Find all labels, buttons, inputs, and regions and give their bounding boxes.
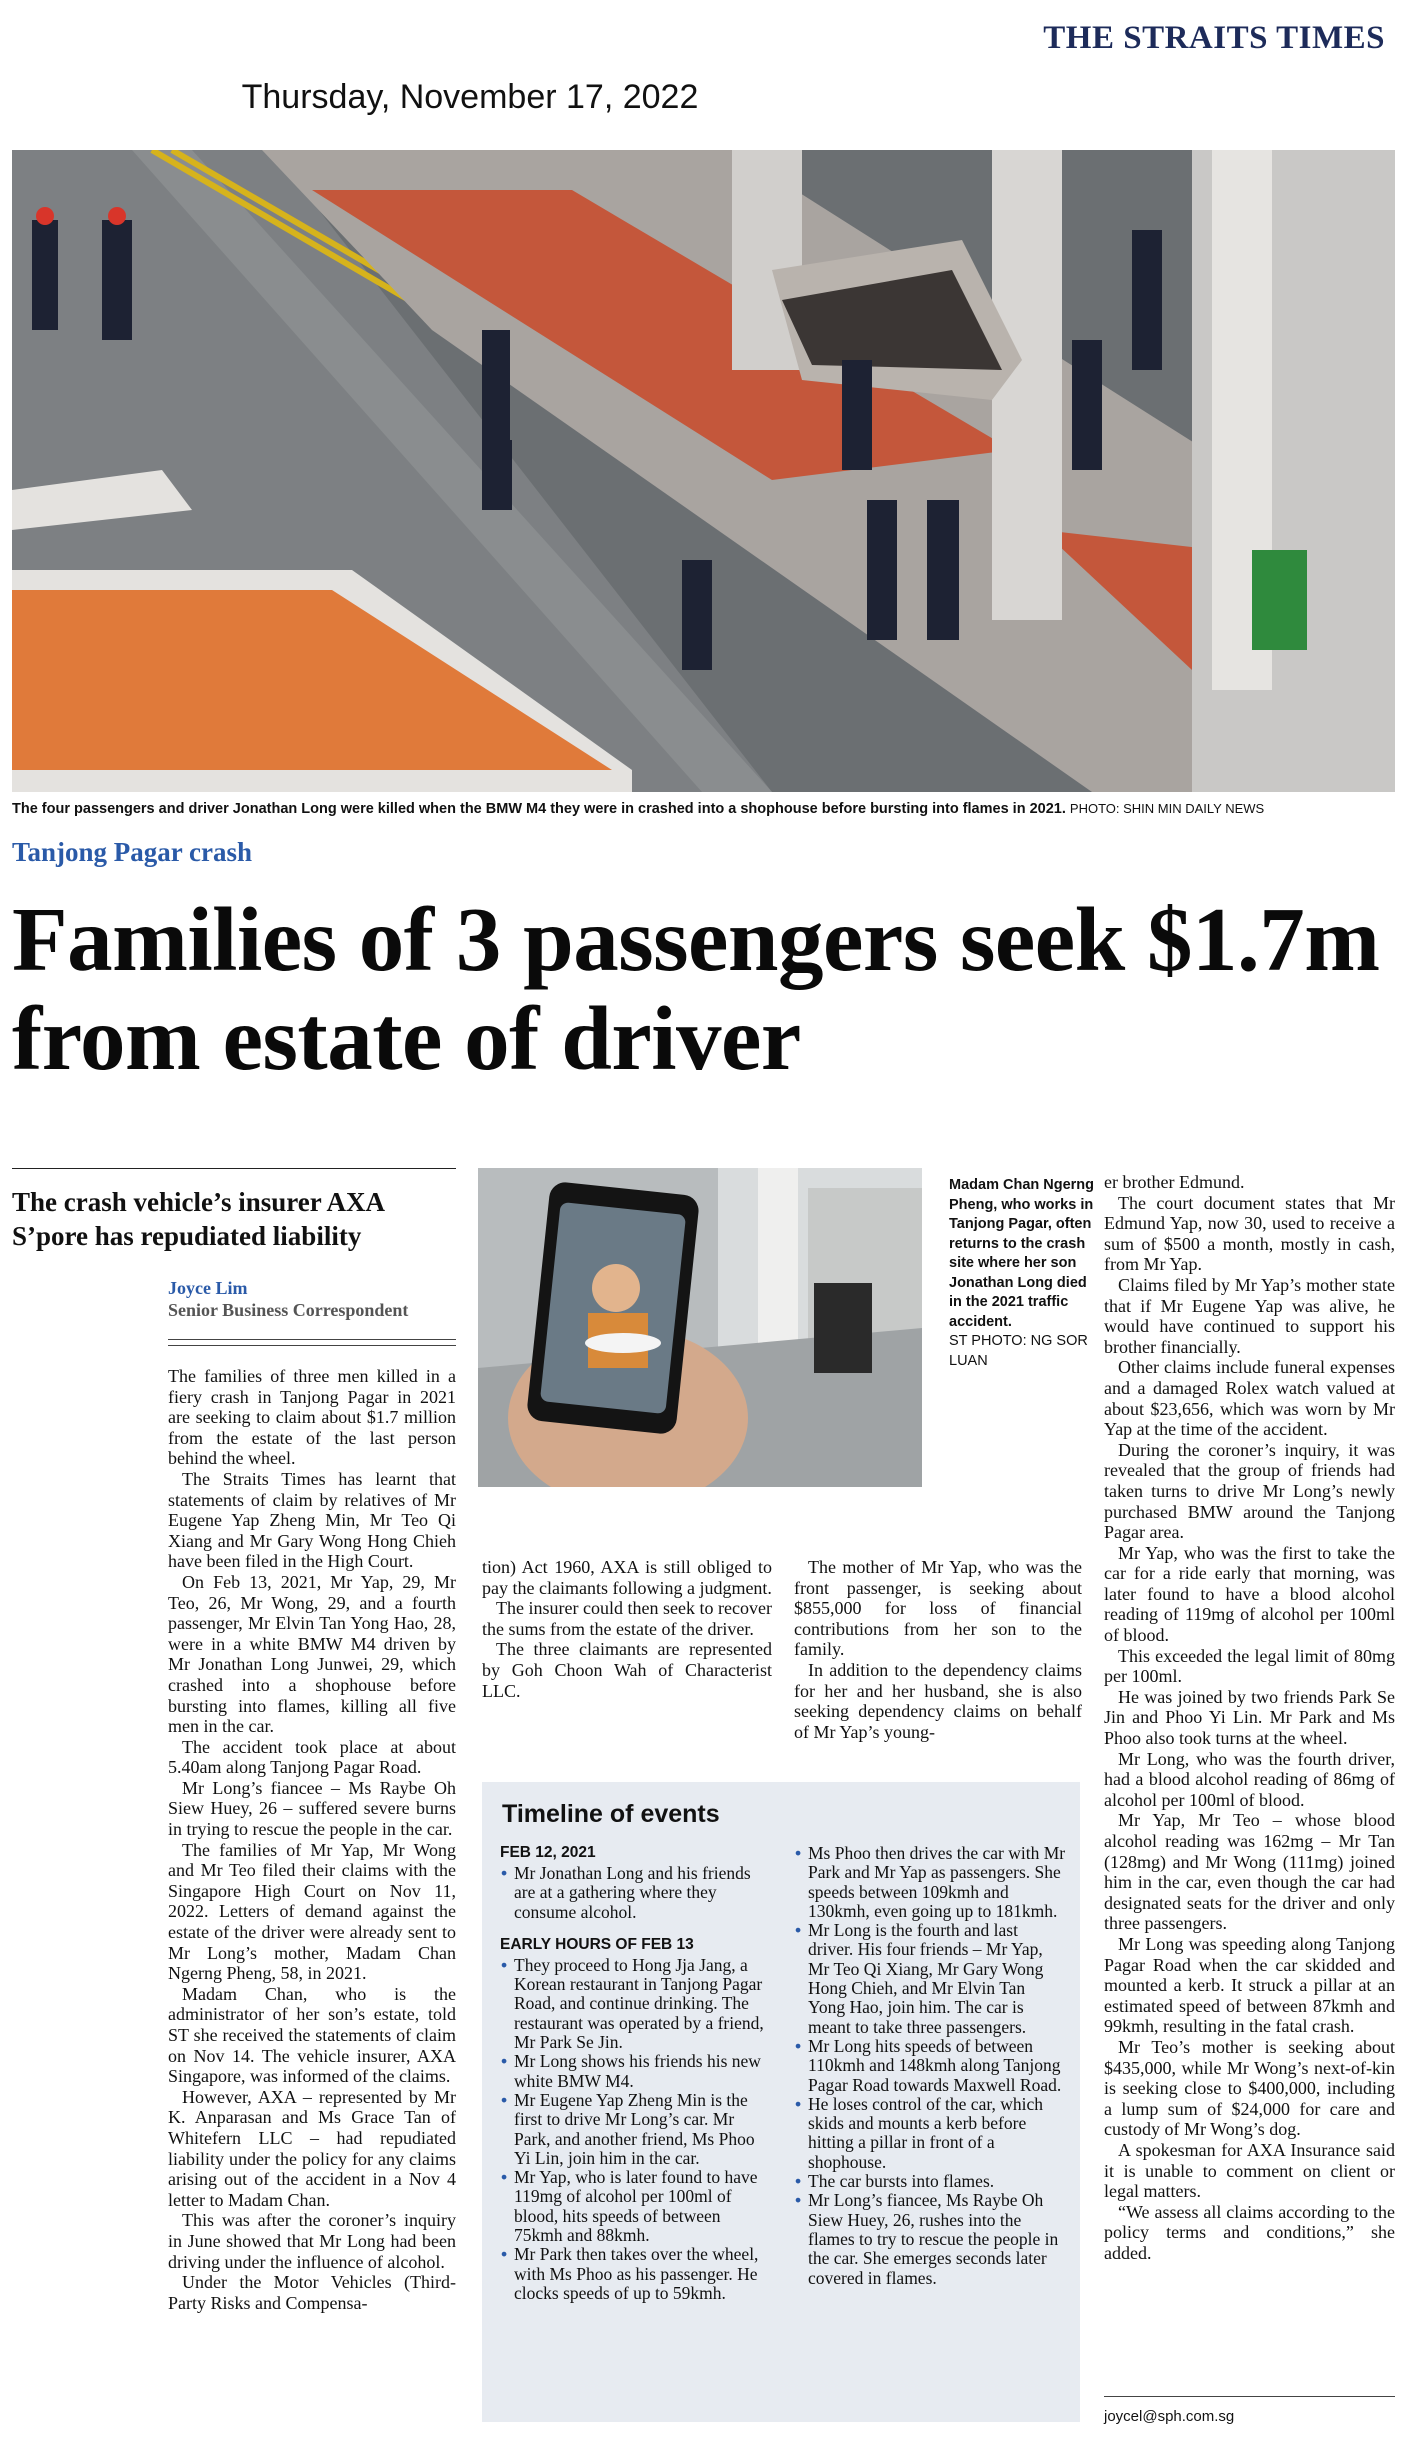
photo-caption-text: The four passengers and driver Jonathan Long were killed when the BMW M4 they were in crashed into a shophouse before bursting into flames in 2021.: [12, 801, 1066, 817]
photo-credit: PHOTO: SHIN MIN DAILY NEWS: [1069, 801, 1265, 816]
timeline-date: FEB 12, 2021: [500, 1844, 596, 1861]
paragraph: On Feb 13, 2021, Mr Yap, 29, Mr Teo, 26, Mr Wong, 29, and a fourth passenger, Mr Elvin Tan Yong Hao, 28, were in a white BMW M4 driven by Mr Jonathan Long Junwei, 29, which crashed into a shophouse before bursting into flames, killing all five men in the car.: [168, 1571, 456, 1737]
paragraph: Mr Long, who was the fourth driver, had a blood alcohol reading of 86mg of alcohol per 100ml of blood.: [1104, 1748, 1395, 1810]
timeline-item: • He loses control of the car, which skids and mounts a kerb before hitting a pillar in front of a shophouse.: [794, 2095, 1066, 2172]
byline-name: Joyce Lim: [168, 1278, 248, 1298]
paragraph: Mr Long’s fiancee – Ms Raybe Oh Siew Huey, 26 – suffered severe burns in trying to rescue the people in the car.: [168, 1777, 456, 1840]
paragraph: Claims filed by Mr Yap’s mother state that if Mr Eugene Yap was alive, he would have continued to support his brother financially.: [1104, 1274, 1395, 1357]
timeline-item: • Ms Phoo then drives the car with Mr Park and Mr Yap as passengers. She speeds between 109kmh and 130kmh, even going up to 181kmh.: [794, 1844, 1066, 1921]
masthead: THE STRAITS TIMES: [1043, 20, 1385, 56]
timeline-item: • Mr Long hits speeds of between 110kmh and 148kmh along Tanjong Pagar Road towards Maxwell Road.: [794, 2037, 1066, 2095]
paragraph: The accident took place at about 5.40am along Tanjong Pagar Road.: [168, 1736, 456, 1778]
timeline-item: • The car bursts into flames.: [794, 2172, 1066, 2191]
paragraph: Mr Long was speeding along Tanjong Pagar Road when the car skidded and mounted a kerb. It struck a pillar at an estimated speed of between 87kmh and 99kmh, resulting in the fatal crash.: [1104, 1933, 1395, 2037]
kicker: Tanjong Pagar crash: [12, 837, 253, 867]
paragraph: “We assess all claims according to the policy terms and conditions,” she added.: [1104, 2201, 1395, 2263]
timeline-item: • They proceed to Hong Jja Jang, a Korean restaurant in Tanjong Pagar Road, and continue drinking. The restaurant was operated by a friend, Mr Park Se Jin.: [500, 1956, 772, 2052]
paragraph: During the coroner’s inquiry, it was revealed that the group of friends had taken turns to drive Mr Long’s newly purchased BMW around the Tanjong Pagar area.: [1104, 1439, 1395, 1543]
deck-text: The crash vehicle’s insurer AXA S’pore has repudiated liability: [12, 1187, 384, 1251]
paragraph: Mr Yap, who was the first to take the car for a ride early that morning, was later found to have a blood alcohol reading of 119mg of alcohol per 100ml of blood.: [1104, 1542, 1395, 1646]
paragraph: The families of Mr Yap, Mr Wong and Mr Teo filed their claims with the Singapore High Court on Nov 11, 2022. Letters of demand against the estate of the driver were already sent to Mr Long’s mother, Madam Chan Ngerng Pheng, 58, in 2021.: [168, 1839, 456, 1984]
timeline-right-column: [794, 1844, 1066, 2303]
timeline-item: • Mr Park then takes over the wheel, with Ms Phoo as his passenger. He clocks speeds of up to 59kmh.: [500, 2245, 772, 2303]
mother-holding-phone-photo: [478, 1168, 922, 1487]
article-column-4: [1104, 1172, 1395, 2263]
author-email: joycel@sph.com.sg: [1104, 2408, 1235, 2425]
paragraph: Mr Teo’s mother is seeking about $435,000, while Mr Wong’s next-of-kin is seeking close to $400,000, including a lump sum of $24,000 for care and custody of Mr Wong’s dog.: [1104, 2036, 1395, 2140]
photo2-caption-text: Madam Chan Ngerng Pheng, who works in Tanjong Pagar, often returns to the crash site where her son Jonathan Long died in the 2021 traffic accident.: [949, 1177, 1095, 1330]
photo2-caption: [949, 1176, 1099, 1371]
timeline-left-column: [500, 1844, 772, 2303]
timeline-item: • Mr Eugene Yap Zheng Min is the first to drive Mr Long’s car. Mr Park, and another friend, Ms Phoo Yi Lin, join him in the car.: [500, 2091, 772, 2168]
timeline-box: [482, 1782, 1080, 2422]
paragraph: Other claims include funeral expenses and a damaged Rolex watch valued at about $23,656, which was worn by Mr Yap at the time of the accident.: [1104, 1357, 1395, 1440]
paragraph: Under the Motor Vehicles (Third-Party Risks and Compensa-: [168, 2272, 456, 2313]
paragraph: In addition to the dependency claims for her and her husband, she is also seeking dependency claims on behalf of Mr Yap’s young-: [794, 1659, 1082, 1742]
paragraph: He was joined by two friends Park Se Jin and Phoo Yi Lin. Mr Park and Ms Phoo also took turns at the wheel.: [1104, 1686, 1395, 1749]
paragraph: A spokesman for AXA Insurance said it is unable to comment on client or legal matters.: [1104, 2139, 1395, 2202]
paragraph: This exceeded the legal limit of 80mg per 100ml.: [1104, 1645, 1395, 1687]
byline-title: Senior Business Correspondent: [168, 1300, 409, 1320]
paragraph: The three claimants are represented by Goh Choon Wah of Characterist LLC.: [482, 1639, 772, 1701]
paragraph: Mr Yap, Mr Teo – whose blood alcohol reading was 162mg – Mr Tan (128mg) and Mr Wong (111mg) joined him in the car, even though the car had designated seats for the driver and only three passengers.: [1104, 1810, 1395, 1934]
paragraph: This was after the coroner’s inquiry in June showed that Mr Long had been driving under the influence of alcohol.: [168, 2210, 456, 2272]
publication-date: Thursday, November 17, 2022: [241, 78, 699, 116]
deck: [12, 1168, 456, 1253]
paragraph: The Straits Times has learnt that statements of claim by relatives of Mr Eugene Yap Zheng Min, Mr Teo Qi Xiang and Mr Gary Wong Hong Chieh have been filed in the High Court.: [168, 1468, 456, 1572]
timeline-item: • Mr Long shows his friends his new white BMW M4.: [500, 2052, 772, 2091]
paragraph: The court document states that Mr Edmund Yap, now 30, used to receive a sum of $500 a month, mostly in cash, from Mr Yap.: [1104, 1192, 1395, 1275]
timeline-item: • Mr Long’s fiancee, Ms Raybe Oh Siew Huey, 26, rushes into the flames to try to rescue the people in the car. She emerges seconds later covered in flames.: [794, 2191, 1066, 2287]
byline: [168, 1277, 458, 1321]
photo-caption: [12, 800, 1395, 818]
article-column-1: [168, 1366, 456, 2313]
paragraph: er brother Edmund.: [1104, 1172, 1245, 1192]
photo2-credit: ST PHOTO: NG SOR LUAN: [949, 1333, 1088, 1369]
paragraph: However, AXA – represented by Mr K. Anparasan and Ms Grace Tan of Whitefern LLC – had repudiated liability under the policy for any claims arising out of the accident in a Nov 4 letter to Madam Chan.: [168, 2086, 456, 2210]
email-rule: [1104, 2396, 1395, 2397]
crash-scene-photo: [12, 150, 1395, 792]
paragraph: Madam Chan, who is the administrator of her son’s estate, told ST she received the statements of claim on Nov 14. The vehicle insurer, AXA Singapore, was informed of the claims.: [168, 1983, 456, 2087]
paragraph: The mother of Mr Yap, who was the front passenger, is seeking about $855,000 for loss of financial contributions from her son to the family.: [794, 1557, 1082, 1660]
paragraph: The families of three men killed in a fiery crash in Tanjong Pagar in 2021 are seeking to claim about $1.7 million from the estate of the last person behind the wheel.: [168, 1366, 456, 1469]
headline: Families of 3 passengers seek $1.7m from estate of driver: [12, 889, 1380, 1089]
timeline-item: • Mr Jonathan Long and his friends are at a gathering where they consume alcohol.: [500, 1864, 772, 1922]
timeline-item: • Mr Long is the fourth and last driver. His four friends – Mr Yap, Mr Teo Qi Xiang, Mr Gary Wong Hong Chieh, and Mr Elvin Tan Yong Hao, join him. The car is meant to take three passengers.: [794, 1921, 1066, 2037]
article-column-3: [794, 1557, 1082, 1742]
timeline-title: Timeline of events: [502, 1800, 720, 1828]
paragraph: The insurer could then seek to recover the sums from the estate of the driver.: [482, 1598, 772, 1639]
paragraph: tion) Act 1960, AXA is still obliged to pay the claimants following a judgment.: [482, 1557, 772, 1598]
byline-rule: [168, 1339, 456, 1346]
article-column-2: [482, 1557, 772, 1701]
timeline-item: • Mr Yap, who is later found to have 119mg of alcohol per 100ml of blood, hits speeds of between 75kmh and 88kmh.: [500, 2168, 772, 2245]
timeline-date: EARLY HOURS OF FEB 13: [500, 1935, 694, 1953]
